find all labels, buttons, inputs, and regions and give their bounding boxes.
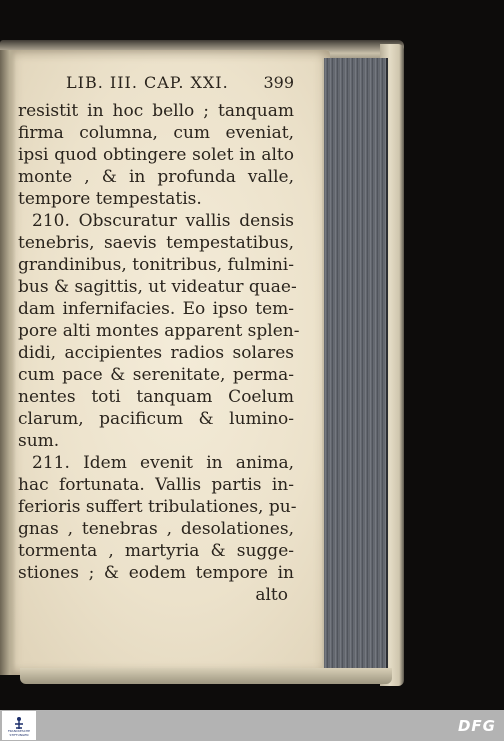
book-cover-bottom [20, 668, 392, 684]
viewer-footer-bar [0, 710, 504, 741]
text-line: didi, accipientes radios solares [18, 343, 294, 363]
text-line: gnas , tenebras , desolationes, [18, 519, 294, 539]
text-line: pore alti montes apparent splen- [18, 321, 300, 341]
text-line: nentes toti tanquam Coelum [18, 387, 294, 407]
text-line: grandinibus, tonitribus, fulmini- [18, 255, 294, 275]
page-number: 399 [263, 73, 294, 92]
page-edges [324, 58, 388, 670]
text-line: stiones ; & eodem tempore in [18, 563, 294, 583]
text-line: firma columna, cum eveniat, [18, 123, 294, 143]
page-text [18, 72, 300, 606]
franckesche-stiftungen-logo[interactable] [2, 711, 36, 740]
institution-emblem-icon [12, 715, 26, 729]
running-header [66, 72, 294, 96]
text-line: tempore tempestatis. [18, 189, 202, 209]
text-line: 211. Idem evenit in anima, [32, 453, 294, 473]
running-title: LIB. III. CAP. XXI. [66, 73, 229, 92]
text-line: bus & sagittis, ut videatur quae- [18, 277, 297, 297]
text-line: clarum, pacificum & lumino- [18, 409, 294, 429]
text-line: cum pace & serenitate, perma- [18, 365, 294, 385]
catchword: alto [255, 585, 288, 605]
text-line: ipsi quod obtingere solet in alto [18, 145, 294, 165]
page-gutter [0, 50, 16, 675]
text-line: resistit in hoc bello ; tanquam [18, 101, 294, 121]
dfg-logo[interactable]: DFG [457, 716, 496, 735]
text-line: dam infernifacies. Eo ipso tem- [18, 299, 294, 319]
text-line: 210. Obscuratur vallis densis [32, 211, 294, 231]
logo-line-1: FRANCKESCHE [7, 728, 31, 733]
logo-line-2: STIFTUNGEN [9, 732, 29, 737]
text-line: tormenta , martyria & sugge- [18, 541, 294, 561]
text-line: monte , & in profunda valle, [18, 167, 294, 187]
text-line: tenebris, saevis tempestatibus, [18, 233, 294, 253]
text-line: ferioris suffert tribulationes, pu- [18, 497, 297, 517]
text-line: sum. [18, 431, 60, 451]
text-line: hac fortunata. Vallis partis in- [18, 475, 294, 495]
